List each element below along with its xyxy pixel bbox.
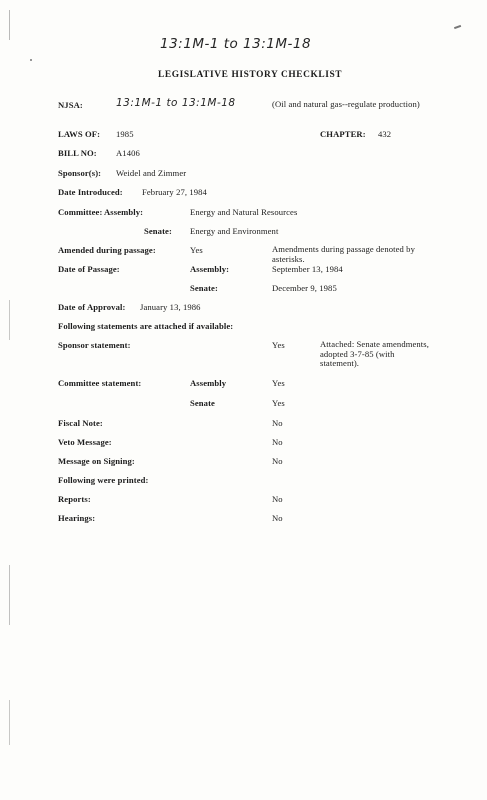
passage-senate-label: Senate: bbox=[190, 283, 218, 293]
committee-senate-label: Senate: bbox=[144, 226, 172, 236]
amended-note: Amendments during passage denoted by asterisks. bbox=[272, 244, 415, 264]
attached-heading: Following statements are attached if available: bbox=[58, 321, 234, 331]
laws-of-value: 1985 bbox=[116, 129, 134, 139]
njsa-label: NJSA: bbox=[58, 100, 83, 110]
scan-edge-mark bbox=[9, 10, 10, 40]
njsa-note: (Oil and natural gas--regulate production) bbox=[272, 99, 420, 109]
scan-dot bbox=[454, 25, 461, 29]
message-on-signing-label: Message on Signing: bbox=[58, 456, 135, 466]
date-introduced-value: February 27, 1984 bbox=[142, 187, 207, 197]
amended-label: Amended during passage: bbox=[58, 245, 156, 255]
scan-edge-mark bbox=[9, 300, 10, 340]
passage-assembly-value: September 13, 1984 bbox=[272, 264, 343, 274]
date-introduced-label: Date Introduced: bbox=[58, 187, 123, 197]
committee-assembly-value: Energy and Natural Resources bbox=[190, 207, 298, 217]
bill-no-label: BILL NO: bbox=[58, 148, 97, 158]
committee-senate-value: Energy and Environment bbox=[190, 226, 279, 236]
njsa-value: 13:1M-1 to 13:1M-18 bbox=[116, 97, 236, 109]
chapter-label: CHAPTER: bbox=[320, 129, 366, 139]
page-title: LEGISLATIVE HISTORY CHECKLIST bbox=[158, 70, 343, 80]
message-on-signing-value: No bbox=[272, 456, 283, 466]
committee-statement-senate-value: Yes bbox=[272, 398, 285, 408]
committee-label: Committee: bbox=[58, 207, 103, 217]
committee-statement-assembly-label: Assembly bbox=[190, 378, 227, 388]
reports-value: No bbox=[272, 494, 283, 504]
scan-edge-mark bbox=[9, 700, 10, 745]
scan-edge-mark bbox=[9, 565, 10, 625]
sponsors-label: Sponsor(s): bbox=[58, 168, 102, 178]
printed-heading: Following were printed: bbox=[58, 475, 149, 485]
date-passage-label: Date of Passage: bbox=[58, 264, 120, 274]
hearings-value: No bbox=[272, 513, 283, 523]
date-approval-label: Date of Approval: bbox=[58, 302, 126, 312]
scan-dot bbox=[30, 59, 32, 61]
sponsor-statement-label: Sponsor statement: bbox=[58, 340, 131, 350]
sponsor-statement-note: Attached: Senate amendments, adopted 3-7-85 (with statement). bbox=[320, 339, 429, 369]
committee-statement-assembly-value: Yes bbox=[272, 378, 285, 388]
veto-message-label: Veto Message: bbox=[58, 437, 112, 447]
bill-no-value: A1406 bbox=[116, 148, 140, 158]
committee-assembly-label: Assembly: bbox=[104, 207, 144, 217]
committee-statement-label: Committee statement: bbox=[58, 378, 142, 388]
fiscal-note-value: No bbox=[272, 418, 283, 428]
passage-assembly-label: Assembly: bbox=[190, 264, 230, 274]
veto-message-value: No bbox=[272, 437, 283, 447]
chapter-value: 432 bbox=[378, 129, 392, 139]
passage-senate-value: December 9, 1985 bbox=[272, 283, 337, 293]
sponsor-statement-value: Yes bbox=[272, 340, 285, 350]
hearings-label: Hearings: bbox=[58, 513, 96, 523]
sponsors-value: Weidel and Zimmer bbox=[116, 168, 187, 178]
laws-of-label: LAWS OF: bbox=[58, 129, 101, 139]
amended-value: Yes bbox=[190, 245, 203, 255]
committee-statement-senate-label: Senate bbox=[190, 398, 215, 408]
handwritten-title: 13:1M-1 to 13:1M-18 bbox=[160, 36, 312, 52]
reports-label: Reports: bbox=[58, 494, 91, 504]
date-approval-value: January 13, 1986 bbox=[140, 302, 201, 312]
fiscal-note-label: Fiscal Note: bbox=[58, 418, 103, 428]
